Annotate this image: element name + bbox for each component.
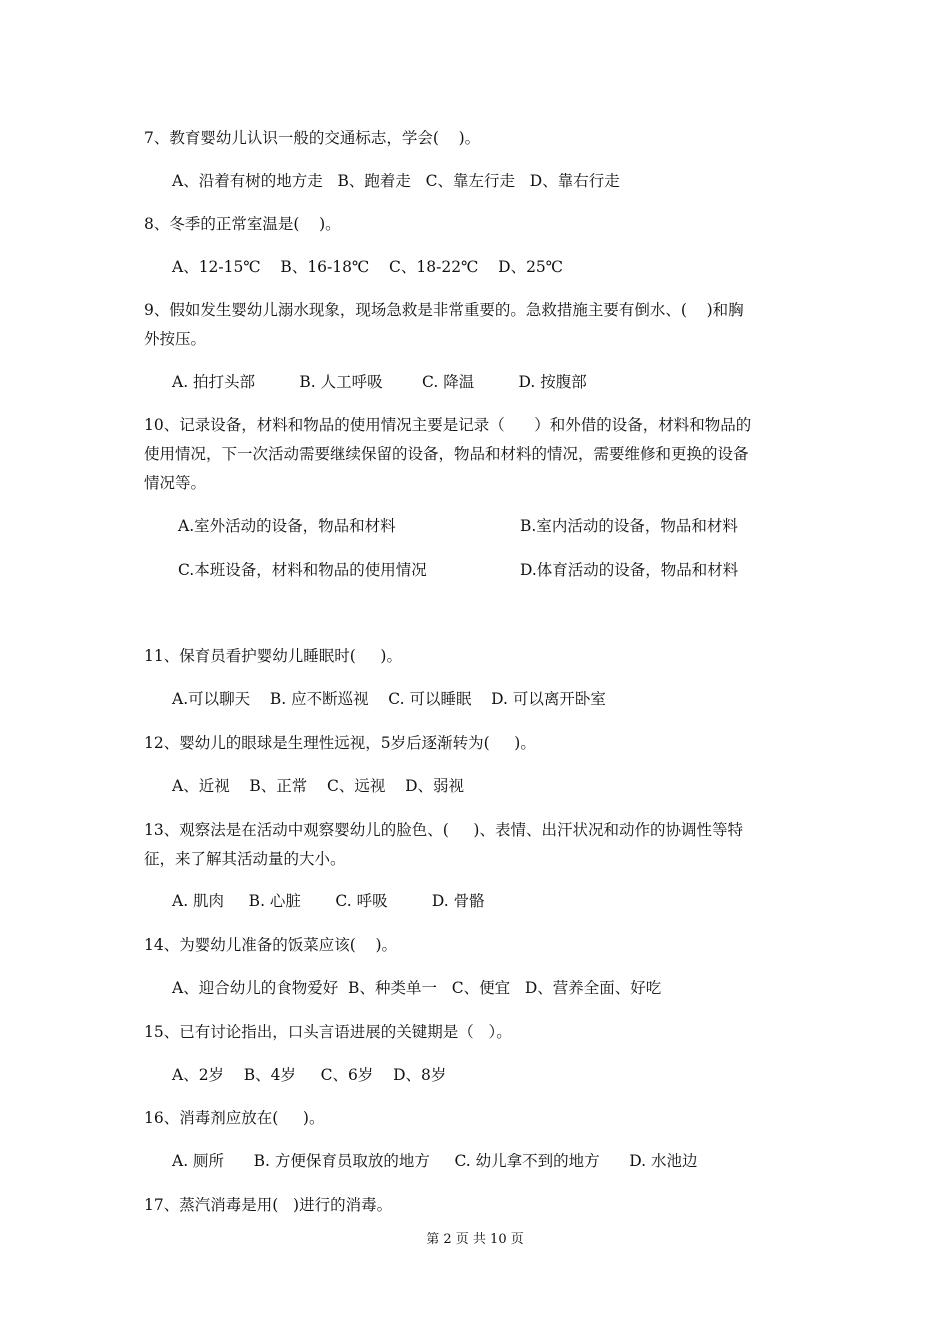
- question-12-options: A、近视 B、正常 C、远视 D、弱视: [172, 777, 464, 795]
- question-16: 16、消毒剂应放在( )。: [144, 1109, 325, 1127]
- question-11-options: A.可以聊天 B. 应不断巡视 C. 可以睡眠 D. 可以离开卧室: [172, 690, 606, 708]
- question-10-option-d: D.体育活动的设备，物品和材料: [520, 561, 739, 579]
- question-9-line-2: 外按压。: [144, 330, 207, 348]
- question-10-option-a: A.室外活动的设备，物品和材料: [178, 517, 396, 535]
- question-7: 7、教育婴幼儿认识一般的交通标志，学会( )。: [144, 129, 481, 147]
- question-10-line-1: 10、记录设备，材料和物品的使用情况主要是记录（ ）和外借的设备，材料和物品的: [144, 416, 752, 434]
- question-10-option-c: C.本班设备，材料和物品的使用情况: [178, 561, 427, 579]
- question-10-line-2: 使用情况，下一次活动需要继续保留的设备，物品和材料的情况，需要维修和更换的设备: [144, 445, 749, 463]
- question-15-options: A、2岁 B、4岁 C、6岁 D、8岁: [172, 1066, 447, 1084]
- question-8: 8、冬季的正常室温是( )。: [144, 215, 341, 233]
- question-9-line-1: 9、假如发生婴幼儿溺水现象，现场急救是非常重要的。急救措施主要有倒水、( )和胸: [144, 301, 744, 319]
- page-footer: 第 2 页 共 10 页: [426, 1232, 524, 1247]
- question-13-options: A. 肌肉 B. 心脏 C. 呼吸 D. 骨骼: [172, 892, 485, 910]
- question-10-option-b: B.室内活动的设备，物品和材料: [520, 517, 738, 535]
- question-8-options: A、12-15℃ B、16-18℃ C、18-22℃ D、25℃: [172, 258, 564, 276]
- question-15: 15、已有讨论指出，口头言语进展的关键期是（ ）。: [144, 1023, 512, 1041]
- question-14-options: A、迎合幼儿的食物爱好 B、种类单一 C、便宜 D、营养全面、好吃: [172, 979, 662, 997]
- question-11: 11、保育员看护婴幼儿睡眠时( )。: [144, 647, 402, 665]
- question-14: 14、为婴幼儿准备的饭菜应该( )。: [144, 936, 398, 954]
- question-10-line-3: 情况等。: [144, 474, 207, 492]
- question-12: 12、婴幼儿的眼球是生理性远视，5岁后逐渐转为( )。: [144, 734, 536, 752]
- question-13-line-1: 13、观察法是在活动中观察婴幼儿的脸色、( )、表情、出汗状况和动作的协调性等特: [144, 821, 743, 839]
- question-9-options: A. 拍打头部 B. 人工呼吸 C. 降温 D. 按腹部: [172, 373, 587, 391]
- question-17: 17、蒸汽消毒是用( )进行的消毒。: [144, 1196, 393, 1214]
- question-7-options: A、沿着有树的地方走 B、跑着走 C、靠左行走 D、靠右行走: [172, 172, 620, 190]
- question-16-options: A. 厕所 B. 方便保育员取放的地方 C. 幼儿拿不到的地方 D. 水池边: [172, 1152, 698, 1170]
- question-13-line-2: 征，来了解其活动量的大小。: [144, 850, 346, 868]
